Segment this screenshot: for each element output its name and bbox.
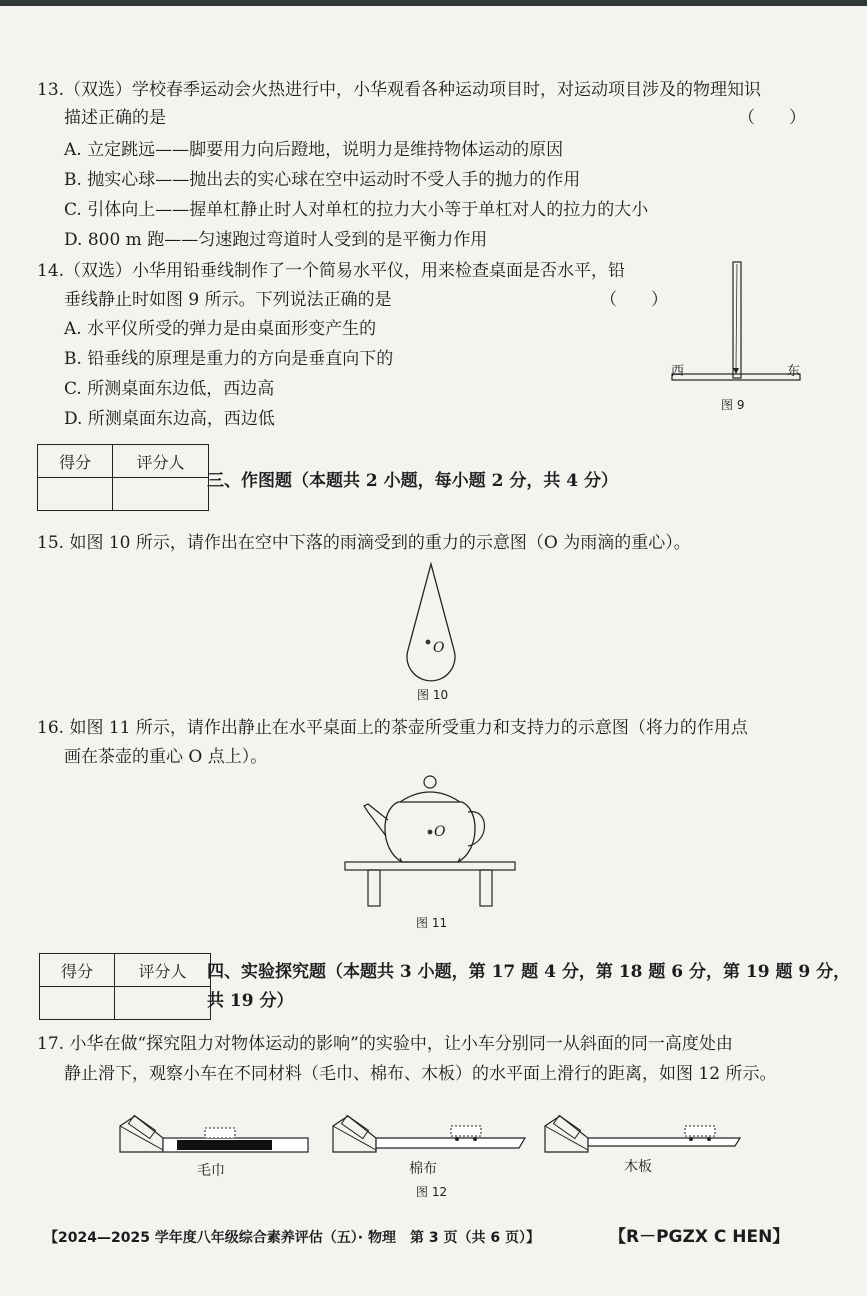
score-header: 得分 <box>40 954 115 987</box>
cart-on-ramp <box>128 1115 155 1138</box>
teapot-lid-knob <box>424 776 436 788</box>
score-cell[interactable] <box>40 987 115 1020</box>
q17-stem-line1: 17. 小华在做“探究阻力对物体运动的影响”的实验中，让小车分别同一从斜面的同一高度处由 <box>37 1034 733 1054</box>
cotton-surface <box>376 1138 525 1148</box>
teapot-handle <box>468 812 485 846</box>
fig12-label-towel: 毛巾 <box>197 1163 225 1179</box>
figure-11-teapot-on-table <box>340 772 525 912</box>
section4-title-line1: 四、实验探究题（本题共 3 小题，第 17 题 4 分，第 18 题 6 分，第 19 题 9 分， <box>207 962 851 982</box>
table-leg-left <box>368 870 380 906</box>
q14-option-d[interactable]: D. 所测桌面东边高，西边低 <box>64 409 275 429</box>
fig9-east-label: 东 <box>787 364 801 379</box>
setup-towel <box>120 1115 308 1152</box>
cart-stop <box>205 1128 235 1138</box>
q16-stem-line2: 画在茶壶的重心 O 点上）。 <box>64 747 268 767</box>
q14-option-c[interactable]: C. 所测桌面东边低，西边高 <box>64 379 275 399</box>
exam-code: 【R－PGZX C HEN】 <box>609 1227 790 1247</box>
q13-option-c[interactable]: C. 引体向上——握单杠静止时人对单杠的拉力大小等于单杠对人的拉力的大小 <box>64 200 649 220</box>
grader-header: 评分人 <box>113 445 209 478</box>
fig9-caption: 图 9 <box>721 398 745 412</box>
figure-12-ramp-experiments <box>115 1092 745 1162</box>
q14-option-b[interactable]: B. 铅垂线的原理是重力的方向是垂直向下的 <box>64 349 394 369</box>
plumb-line <box>736 264 737 368</box>
q15-stem: 15. 如图 10 所示，请作出在空中下落的雨滴受到的重力的示意图（O 为雨滴的重心）。 <box>37 533 691 553</box>
grader-cell[interactable] <box>113 478 209 511</box>
fig10-caption: 图 10 <box>417 688 449 702</box>
grader-cell[interactable] <box>115 987 211 1020</box>
q14-option-a[interactable]: A. 水平仪所受的弹力是由桌面形变产生的 <box>64 319 377 339</box>
section4-title-line2: 共 19 分） <box>207 991 294 1011</box>
figure-10-raindrop <box>400 558 462 686</box>
q13-option-d[interactable]: D. 800 m 跑——匀速跑过弯道时人受到的是平衡力作用 <box>64 230 488 250</box>
table-top <box>345 862 515 870</box>
teapot-lid <box>400 792 460 802</box>
plumb-bob <box>733 368 739 374</box>
raindrop-point-o: O <box>433 640 445 656</box>
fig12-caption: 图 12 <box>416 1185 448 1199</box>
fig9-west-label: 西 <box>671 364 685 379</box>
score-table-section3 <box>37 444 209 511</box>
q13-option-a[interactable]: A. 立定跳远——脚要用力向后蹬地，说明力是维持物体运动的原因 <box>64 140 564 160</box>
wood-surface <box>588 1138 740 1146</box>
page-footer: 【2024—2025 学年度八年级综合素养评估（五）· 物理 第 3 页（共 6 页）】 <box>44 1230 540 1246</box>
q13-answer-blank[interactable]: （ ） <box>738 108 806 128</box>
grader-header: 评分人 <box>115 954 211 987</box>
score-cell[interactable] <box>38 478 113 511</box>
teapot-point-o: O <box>434 824 446 840</box>
level-base-board <box>672 374 800 380</box>
fig12-label-wood: 木板 <box>624 1159 652 1175</box>
scan-top-edge <box>0 0 867 6</box>
q14-answer-blank[interactable]: （ ） <box>600 290 668 310</box>
setup-cotton <box>333 1115 525 1152</box>
section3-title: 三、作图题（本题共 2 小题，每小题 2 分，共 4 分） <box>207 471 618 491</box>
score-header: 得分 <box>38 445 113 478</box>
q14-stem-line2: 垂线静止时如图 9 所示。下列说法正确的是 <box>64 290 392 310</box>
q13-option-b[interactable]: B. 抛实心球——抛出去的实心球在空中运动时不受人手的抛力的作用 <box>64 170 581 190</box>
score-table-section4 <box>39 953 211 1020</box>
teapot-center-dot <box>428 830 433 835</box>
setup-wood <box>545 1115 740 1152</box>
q16-stem-line1: 16. 如图 11 所示，请作出静止在水平桌面上的茶壶所受重力和支持力的示意图（将力的作用点 <box>37 718 748 738</box>
towel-surface <box>177 1140 272 1150</box>
fig11-caption: 图 11 <box>416 916 448 930</box>
q14-stem-line1: 14.（双选）小华用铅垂线制作了一个简易水平仪，用来检查桌面是否水平，铅 <box>37 261 626 281</box>
q13-stem-line2: 描述正确的是 <box>64 108 166 128</box>
raindrop-center-dot <box>426 640 431 645</box>
table-leg-right <box>480 870 492 906</box>
raindrop-outline <box>407 564 455 681</box>
q17-stem-line2: 静止滑下，观察小车在不同材料（毛巾、棉布、木板）的水平面上滑行的距离，如图 12 所示。 <box>64 1064 777 1084</box>
fig12-label-cotton: 棉布 <box>409 1161 437 1177</box>
q13-stem-line1: 13.（双选）学校春季运动会火热进行中，小华观看各种运动项目时，对运动项目涉及的物理知识 <box>37 80 762 100</box>
